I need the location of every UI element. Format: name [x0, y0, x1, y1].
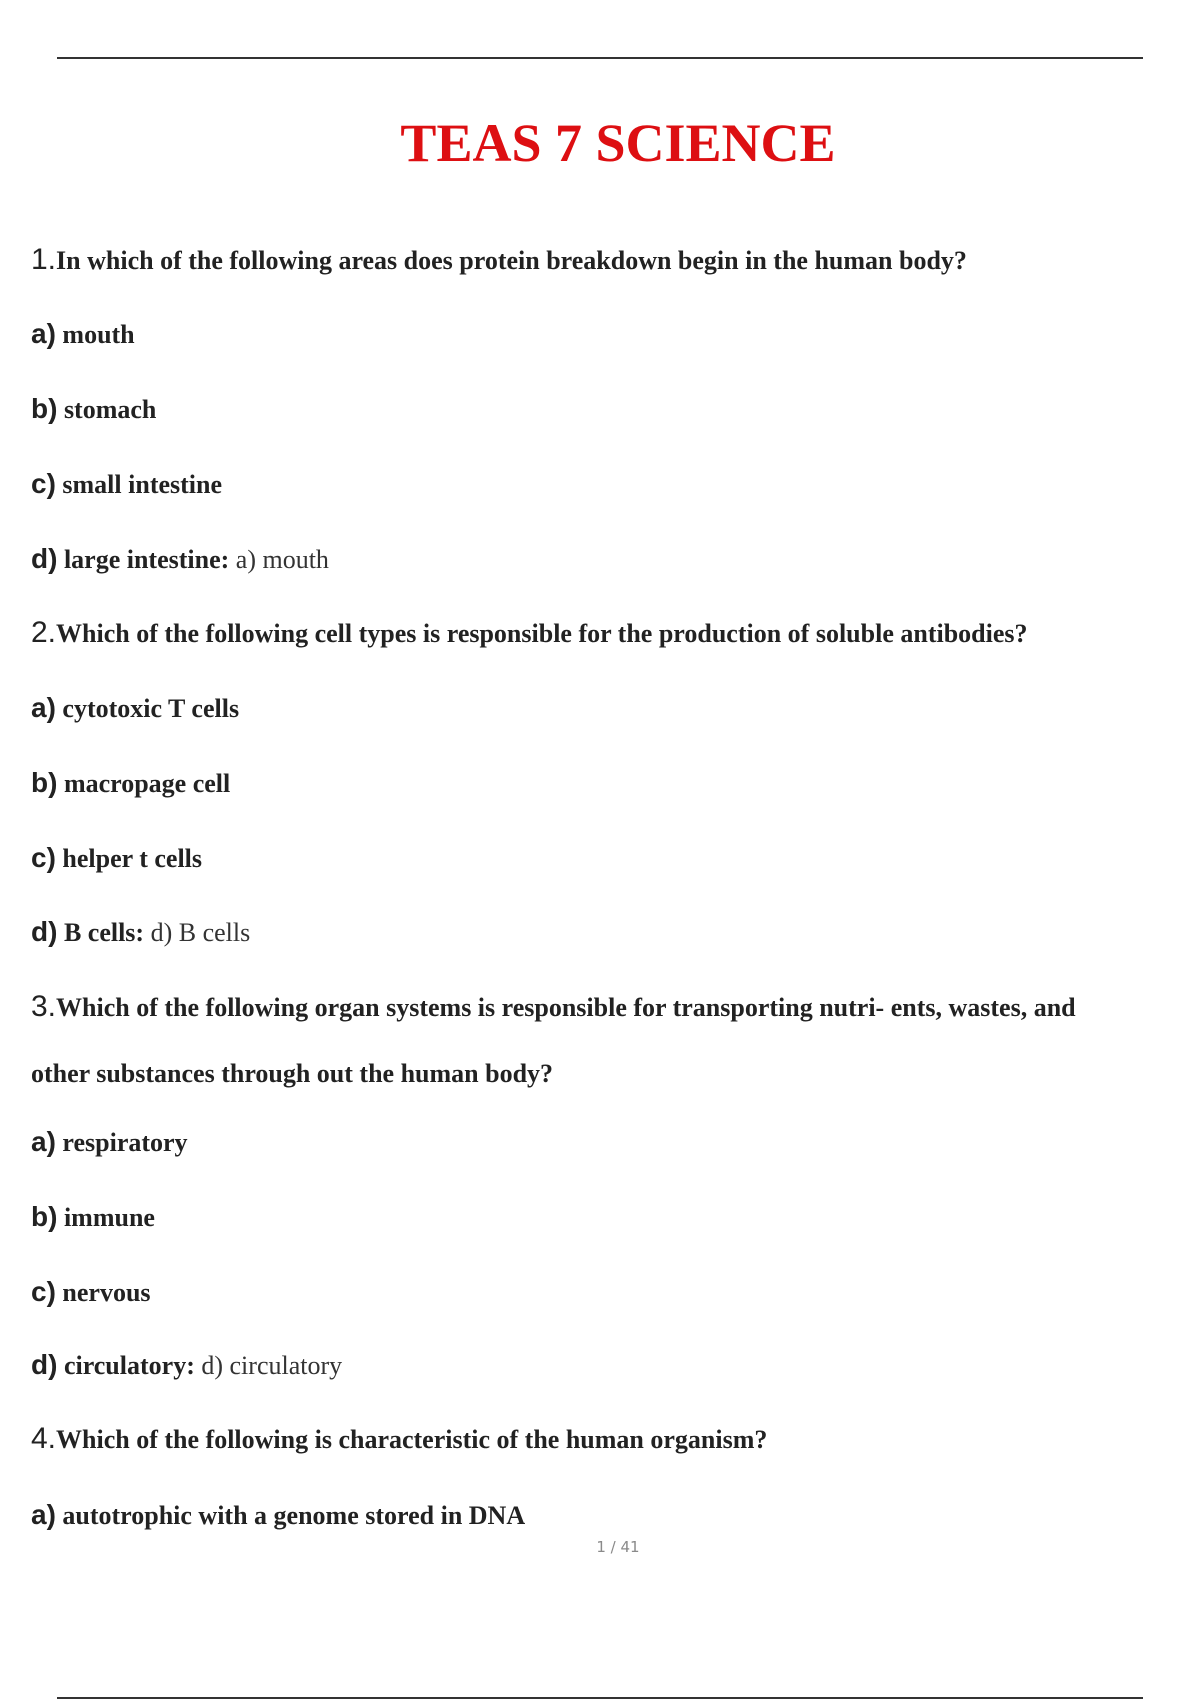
option-letter: b) — [31, 1201, 58, 1232]
option-text: helper t cells — [62, 844, 203, 873]
option-3c — [31, 1274, 151, 1311]
bottom-rule — [57, 1697, 1143, 1699]
option-text: nervous — [62, 1278, 151, 1307]
question-text: Which of the following cell types is responsible for the production of soluble antibodies? — [56, 619, 1028, 648]
question-3 — [31, 989, 1076, 1026]
option-text: respiratory — [62, 1128, 188, 1157]
answer-text: a) mouth — [235, 545, 329, 574]
option-text: large intestine: — [63, 545, 230, 574]
question-text: Which of the following organ systems is responsible for transporting nutri- ents, wastes, and — [56, 993, 1076, 1022]
option-3d — [31, 1347, 342, 1384]
option-4a — [31, 1497, 525, 1534]
question-number: 4. — [31, 1422, 57, 1455]
question-3-continued — [31, 1056, 553, 1092]
option-2b — [31, 765, 230, 802]
option-letter: c) — [31, 1276, 56, 1307]
option-text: macropage cell — [63, 769, 231, 798]
option-letter: c) — [31, 468, 56, 499]
option-text: circulatory: — [63, 1351, 195, 1380]
option-2c — [31, 840, 202, 877]
page-indicator: 1 / 41 — [596, 1538, 640, 1556]
top-rule — [57, 57, 1143, 59]
question-text: Which of the following is characteristic of the human organism? — [56, 1425, 768, 1454]
answer-text: d) circulatory — [201, 1351, 343, 1380]
answer-text: d) B cells — [150, 918, 251, 947]
option-text: B cells: — [63, 918, 145, 947]
option-2d — [31, 914, 250, 951]
option-1c — [31, 466, 222, 503]
option-text: autotrophic with a genome stored in DNA — [62, 1501, 526, 1530]
option-letter: b) — [31, 767, 58, 798]
question-number: 1. — [31, 243, 57, 276]
option-letter: c) — [31, 842, 56, 873]
option-letter: a) — [31, 318, 56, 349]
question-2 — [31, 615, 1028, 652]
option-letter: b) — [31, 393, 58, 424]
option-3a — [31, 1124, 188, 1161]
question-number: 3. — [31, 990, 57, 1023]
question-number: 2. — [31, 616, 57, 649]
option-text: small intestine — [62, 470, 223, 499]
option-1a — [31, 316, 135, 353]
option-text: cytotoxic T cells — [62, 694, 240, 723]
option-letter: a) — [31, 692, 56, 723]
option-1b — [31, 391, 156, 428]
option-text: mouth — [62, 320, 135, 349]
option-letter: a) — [31, 1126, 56, 1157]
option-text: stomach — [63, 395, 157, 424]
option-2a — [31, 690, 239, 727]
option-letter: d) — [31, 1349, 58, 1380]
question-text-continued: other substances through out the human body? — [31, 1059, 554, 1088]
question-4 — [31, 1421, 767, 1458]
page-title: TEAS 7 SCIENCE — [400, 113, 836, 173]
option-1d — [31, 541, 329, 578]
option-3b — [31, 1199, 155, 1236]
question-1 — [31, 242, 967, 279]
option-text: immune — [63, 1203, 155, 1232]
option-letter: d) — [31, 543, 58, 574]
option-letter: d) — [31, 916, 58, 947]
question-text: In which of the following areas does protein breakdown begin in the human body? — [56, 246, 967, 275]
option-letter: a) — [31, 1499, 56, 1530]
